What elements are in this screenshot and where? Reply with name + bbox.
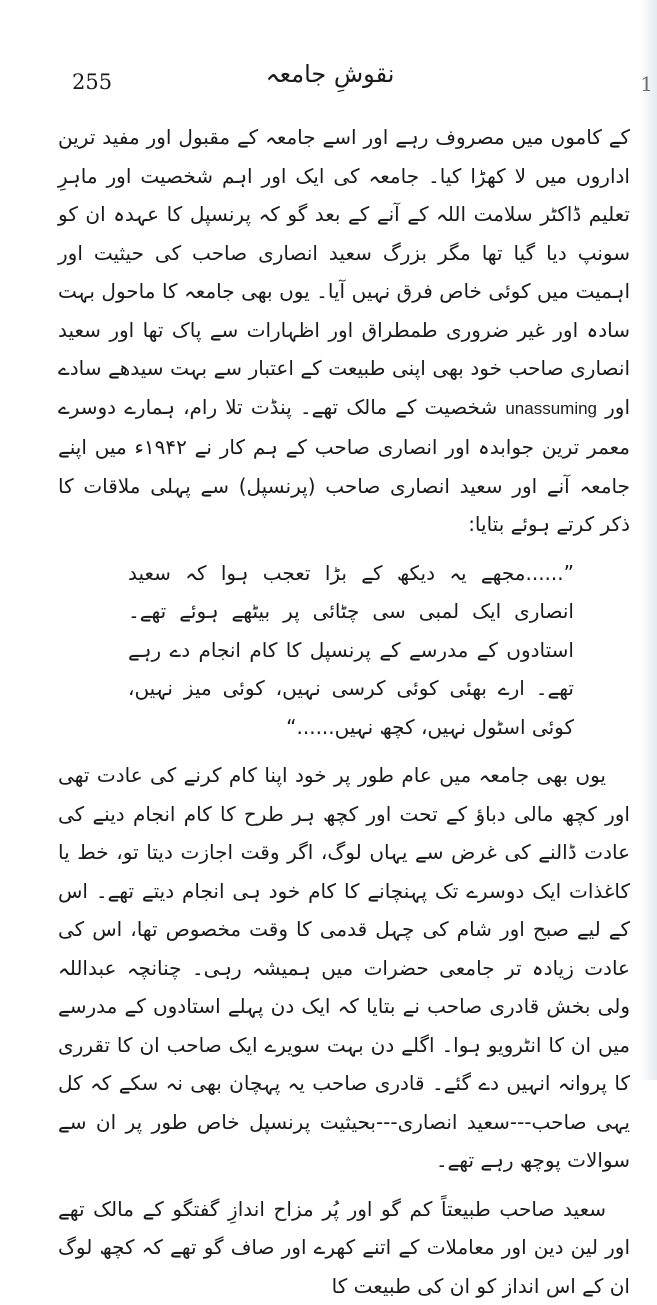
block-quote: ”......مجھے یہ دیکھ کے بڑا تعجب ہوا کہ سعید انصاری ایک لمبی سی چٹائی پر بیٹھے ہوئے تھے۔ استادوں کے مدرسے کے پرنسپل کا کام انجام دے رہے تھے۔ ارے بھئی کوئی کرسی نہیں، کوئی میز نہیں، کوئی اسٹول نہیں، کچھ نہیں......“ [128, 554, 574, 747]
page-body [58, 118, 630, 1305]
page-number: 255 [72, 70, 112, 94]
paragraph-3: یوں بھی جامعہ میں عام طور پر خود اپنا کام کرنے کی عادت تھی اور کچھ مالی دباؤ کے تحت اور کچھ ہر طرح کا کام انجام دینے کی عادت ڈالنے کی غرض سے یہاں لوگ، اگر وقت اجازت دیتا تو، خط یا کاغذات ایک دوسرے تک پہنچانے کا کام خود ہی انجام دیتے تھے۔ اس کے لیے صبح اور شام کی چہل قدمی کا وقت مخصوص تھا، اس کی عادت زیادہ تر جامعی حضرات میں ہمیشہ رہی۔ چنانچہ عبداللہ ولی بخش قادری صاحب نے بتایا کہ ایک دن پہلے استادوں کے مدرسے میں ان کا انٹرویو ہوا۔ اگلے دن بہت سویرے ایک صاحب ان کا تقرری کا پروانہ انہیں دے گئے۔ قادری صاحب یہ پہچان بھی نہ سکے کہ کل یہی صاحب---سعید انصاری---بحیثیت پرنسپل خاص طور پر ان سے سوالات پوچھ رہے تھے۔ [58, 756, 630, 1180]
paragraph-1-continued: شخصیت کے مالک تھے۔ پنڈت تلا رام، ہمارے دوسرے معمر ترین جوابدہ اور انصاری صاحب کے ہم کار نے ۱۹۴۲ء میں اپنے جامعہ آنے اور سعید انصاری صاحب (پرنسپل) سے پہلی ملاقات کا ذکر کرتے ہوئے بتایا: [58, 395, 630, 537]
paragraph-4: سعید صاحب طبیعتاً کم گو اور پُر مزاح اندازِ گفتگو کے مالک تھے اور لین دین اور معاملات کے اتنے کھرے اور صاف گو تھے کہ کچھ لوگ ان کے اس انداز کو ان کی طبیعت کا [58, 1190, 630, 1305]
page-header [60, 56, 600, 106]
edge-mark: 1 [640, 72, 653, 96]
paragraph-1 [58, 118, 630, 544]
running-title: نقوشِ جامعہ [60, 60, 600, 88]
paragraph-1-text: کے کاموں میں مصروف رہے اور اسے جامعہ کے مقبول اور مفید ترین اداروں میں لا کھڑا کیا۔ جامعہ کی ایک اور اہم شخصیت اور ماہرِ تعلیم ڈاکٹر سلامت اللہ کے آنے کے بعد گو کہ پرنسپل کا عہدہ ان کو سونپ دیا گیا تھا مگر بزرگ سعید انصاری صاحب کی حیثیت اور اہمیت میں کوئی خاص فرق نہیں آیا۔ یوں بھی جامعہ کا ماحول بہت سادہ اور غیر ضروری طمطراق اور اظہارات سے پاک تھا اور سعید انصاری صاحب خود بھی اپنی طبیعت کے اعتبار سے بہت سیدھے سادے اور [58, 125, 630, 419]
page-edge [641, 0, 657, 1080]
english-word: unassuming [505, 399, 597, 418]
